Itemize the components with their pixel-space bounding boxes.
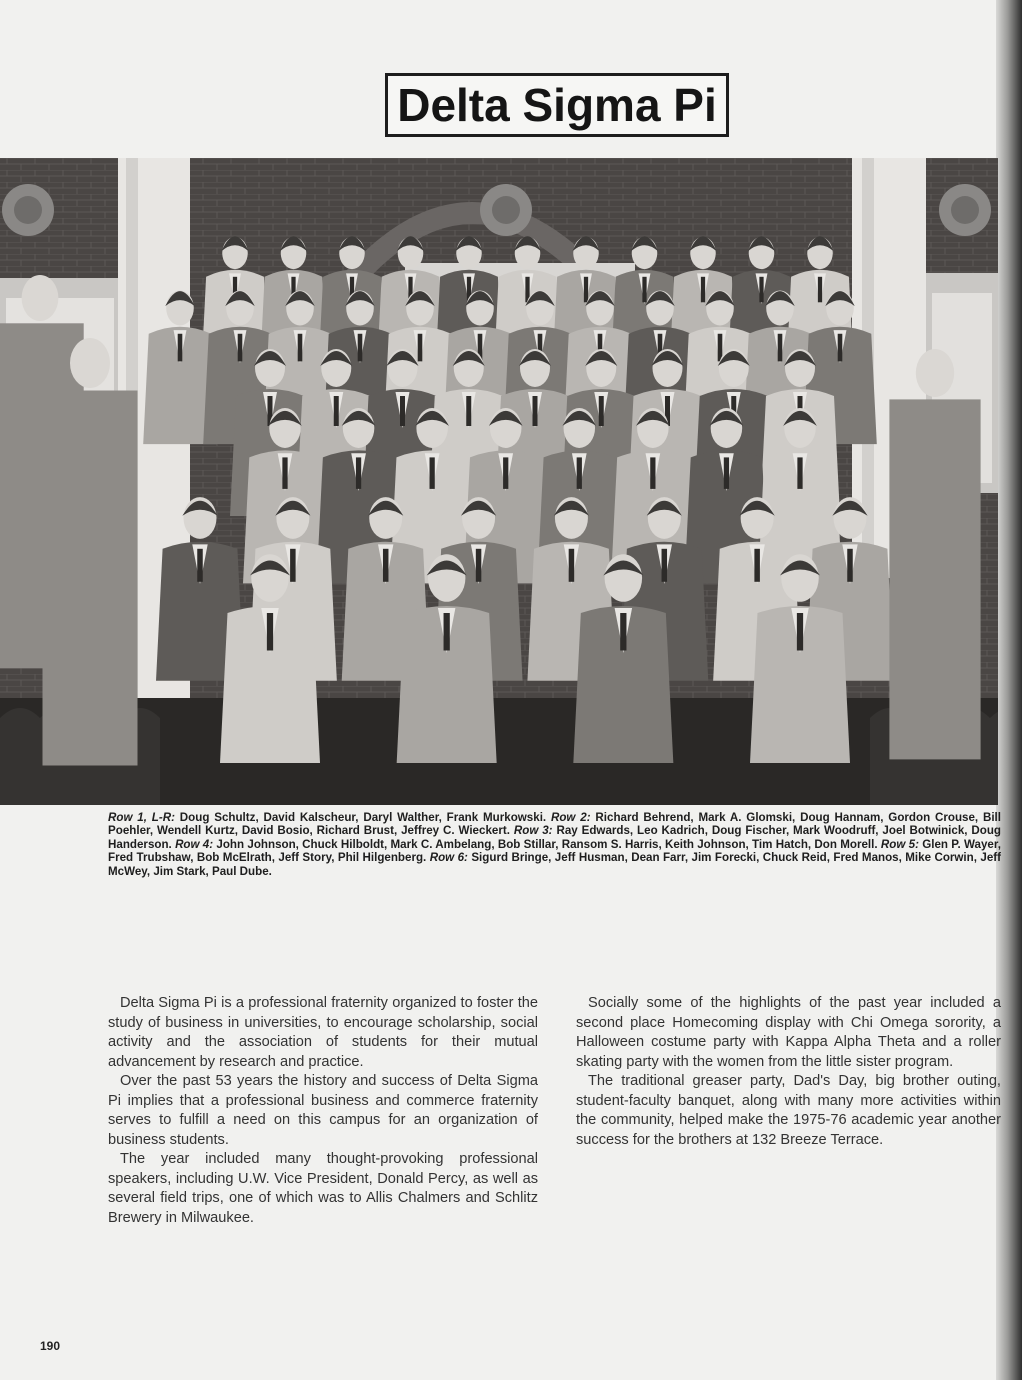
person-tie bbox=[400, 396, 405, 426]
person-tie bbox=[642, 277, 646, 303]
person-tie bbox=[178, 334, 183, 362]
caption-row-names: Ray Edwards, Leo Kadrich, Doug Fischer, Mark Woodruff, Joel Botwinick, Doug Handerson. bbox=[108, 824, 1001, 851]
person-tie bbox=[650, 457, 655, 489]
person-tie bbox=[818, 277, 822, 303]
person-tie bbox=[847, 549, 853, 582]
person-tie bbox=[754, 549, 760, 582]
person-tie bbox=[584, 277, 588, 303]
group-photo-illustration bbox=[0, 158, 998, 805]
person-tie bbox=[282, 457, 287, 489]
caption-row-label: Row 3: bbox=[513, 824, 553, 838]
body-paragraph: The year included many thought-provoking professional speakers, including U.W. Vice President, Donald Percy, as well as several field trips, one of which was to Allis Chalmers and Schlitz Brewery in Milwaukee. bbox=[108, 1151, 538, 1226]
group-photo bbox=[0, 158, 998, 805]
body-paragraph: Socially some of the highlights of the past year included a second place Homecoming display with Chi Omega sorority, a Halloween costume party with Kappa Alpha Theta and a roller skating party with the women from the little sister program. bbox=[576, 995, 1001, 1070]
person-tie bbox=[290, 549, 296, 582]
body-paragraph: Over the past 53 years the history and success of Delta Sigma Pi implies that a professional business and commerce fraternity serves to fulfill a need on this campus for an organization of business students. bbox=[108, 1073, 538, 1148]
person-tie bbox=[358, 334, 363, 362]
person-tie bbox=[476, 549, 482, 582]
photo-caption bbox=[108, 811, 1001, 878]
page-number: 190 bbox=[40, 1339, 61, 1353]
person-tie bbox=[334, 396, 339, 426]
person-tie bbox=[197, 549, 203, 582]
person-tie bbox=[356, 457, 361, 489]
caption-row-names: John Johnson, Chuck Hilboldt, Mark C. Ambelang, Bob Stillar, Ransom S. Harris, Keith Johnson, Tim Hatch, Don Morell. bbox=[216, 837, 878, 851]
person-tie bbox=[797, 457, 802, 489]
person-body bbox=[889, 399, 980, 759]
title-box bbox=[385, 73, 729, 137]
body-column-left bbox=[108, 994, 538, 1228]
person-head bbox=[916, 349, 954, 397]
body-paragraph: Delta Sigma Pi is a professional fraternity organized to foster the study of business in universities, to encourage scholarship, social activity and the association of students for their mutual advancement by research and practice. bbox=[108, 995, 538, 1070]
person-tie bbox=[724, 457, 729, 489]
caption-row-names: Richard Behrend, Mark A. Glomski, Doug Hannam, Gordon Crouse, Bill Poehler, Wendell Kurtz, David Bosio, Richard Brust, Jeffrey C. Wieckert. bbox=[108, 811, 1001, 838]
person-tie bbox=[701, 277, 705, 303]
body-column-right bbox=[576, 994, 1001, 1150]
caption-row-label: Row 5: bbox=[880, 837, 919, 851]
person-tie bbox=[383, 549, 389, 582]
person-tie bbox=[466, 396, 471, 426]
person-head bbox=[70, 338, 110, 388]
person-tie bbox=[533, 396, 538, 426]
person-tie bbox=[599, 396, 604, 426]
person-tie bbox=[838, 334, 843, 362]
caption-row-label: Row 1, L-R: bbox=[108, 811, 175, 824]
caption-row-names: Sigurd Bringe, Jeff Husman, Dean Farr, Jim Forecki, Chuck Reid, Fred Manos, Mike Corwin, Jeff McWey, Jim Stark, Paul Dube. bbox=[108, 851, 1001, 878]
caption-row-label: Row 4: bbox=[175, 837, 214, 851]
person-tie bbox=[298, 334, 303, 362]
person-head bbox=[22, 275, 59, 321]
person-tie bbox=[662, 549, 668, 582]
page-binding-edge bbox=[996, 0, 1022, 1380]
person-tie bbox=[577, 457, 582, 489]
caption-row-names: Glen P. Wayer, Fred Trubshaw, Bob McElrath, Jeff Story, Phil Hilgenberg. bbox=[108, 837, 1001, 865]
person-tie bbox=[430, 457, 435, 489]
person-tie bbox=[238, 334, 243, 362]
caption-row-label: Row 6: bbox=[429, 851, 468, 865]
person-body bbox=[43, 391, 138, 766]
caption-row-names: Doug Schultz, David Kalscheur, Daryl Walther, Frank Murkowski. bbox=[179, 811, 547, 824]
page-title: Delta Sigma Pi bbox=[397, 79, 717, 131]
person-tie bbox=[797, 613, 803, 651]
person-tie bbox=[418, 334, 423, 362]
person-tie bbox=[569, 549, 575, 582]
body-paragraph: The traditional greaser party, Dad's Day, big brother outing, student-faculty banquet, along with many more activities within the community, helped make the 1975-76 academic year another success for the brothers at 132 Breeze Terrace. bbox=[576, 1073, 1001, 1148]
person-tie bbox=[444, 613, 450, 651]
person-tie bbox=[620, 613, 626, 651]
person-tie bbox=[503, 457, 508, 489]
person-tie bbox=[267, 613, 273, 651]
caption-row-label: Row 2: bbox=[550, 811, 591, 824]
person-tie bbox=[778, 334, 783, 362]
person-tie bbox=[759, 277, 763, 303]
